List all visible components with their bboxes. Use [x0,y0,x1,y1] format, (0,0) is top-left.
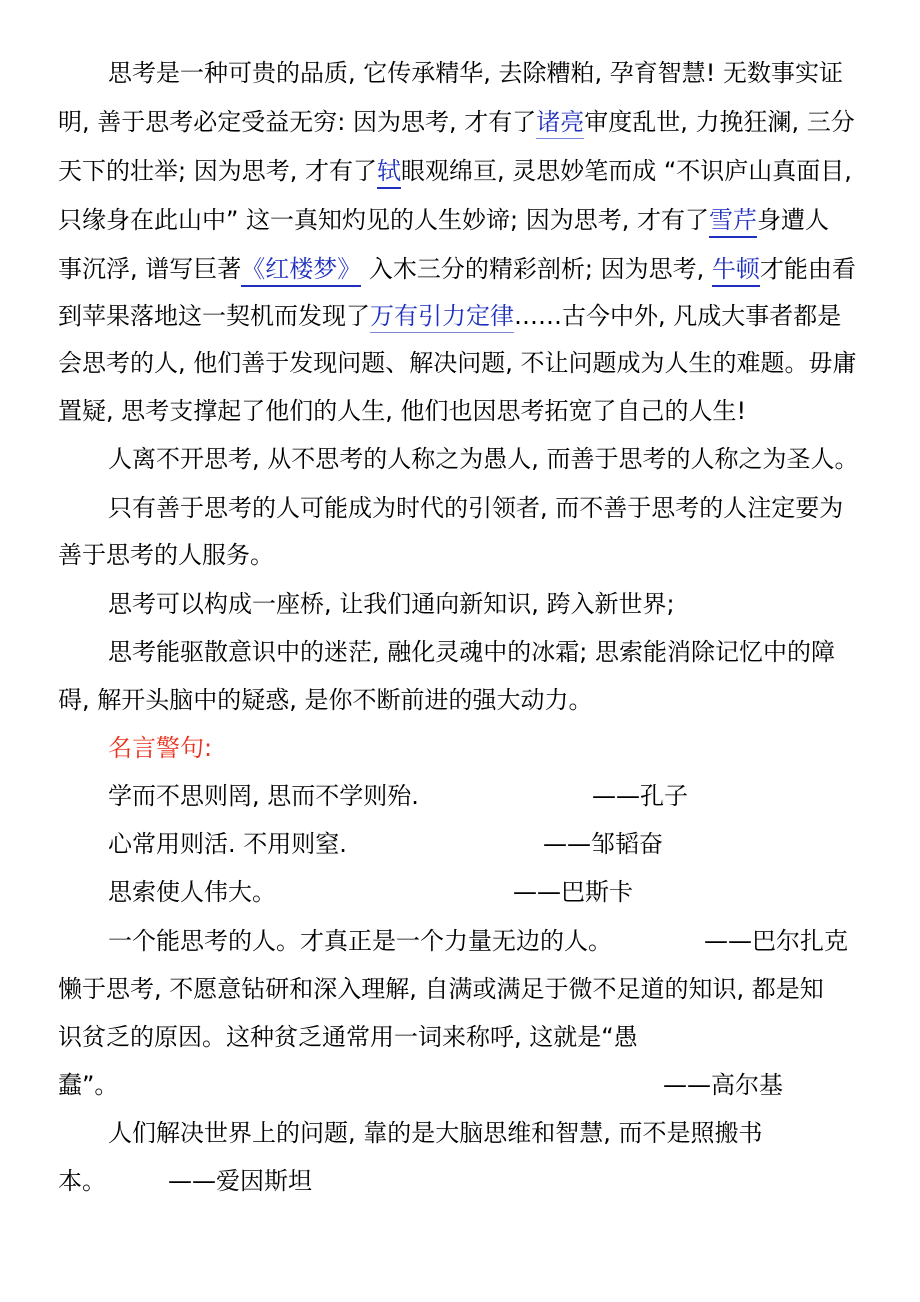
quote-3: 思索使人伟大。 [108,878,276,906]
quote-2-author: ——邹韬奋 [543,830,663,858]
text-span: 眼观绵亘, 灵思妙笔而成 “不识庐山真面目, [400,157,852,185]
quote-6-author: ——爱因斯坦 [168,1167,312,1195]
text-span: 才能由看 [759,255,856,283]
quote-2: 心常用则活. 不用则窒. [108,830,347,858]
para3-line1: 只有善于思考的人可能成为时代的引领者, 而不善于思考的人注定要为 [108,494,844,522]
text-span: 审度乱世, 力挽狂澜, 三分 [584,108,855,136]
link-hongloumeng[interactable]: 《红楼梦》 [241,255,361,287]
para2: 人离不开思考, 从不思考的人称之为愚人, 而善于思考的人称之为圣人。 [108,445,859,473]
quote-5-author: ——高尔基 [663,1071,783,1099]
quote-6-line2: 本。 [58,1167,106,1195]
text-span: ……古今中外, 凡成大事者都是 [514,302,842,330]
quotes-heading: 名言警句: [108,734,213,762]
para1-line2 [58,107,855,137]
para1-line5 [58,254,856,284]
para5-line1: 思考能驱散意识中的迷茫, 融化灵魂中的冰霜; 思索能消除记忆中的障 [108,638,835,666]
text-span: 入木三分的精彩剖析; 因为思考, [361,255,712,283]
link-newton[interactable]: 牛顿 [712,255,760,287]
para4: 思考可以构成一座桥, 让我们通向新知识, 跨入新世界; [108,590,675,618]
text-span: 天下的壮举; 因为思考, 才有了 [58,157,377,185]
para1-line3 [58,156,852,186]
para1-line8: 置疑, 思考支撑起了他们的人生, 他们也因思考拓宽了自己的人生! [58,397,747,425]
para1-line7: 会思考的人, 他们善于发现问题、解决问题, 不让问题成为人生的难题。毋庸 [58,349,857,377]
para5-line2: 碍, 解开头脑中的疑惑, 是你不断前进的强大动力。 [58,686,593,714]
link-su-shi[interactable]: 轼 [377,157,401,189]
quote-3-author: ——巴斯卡 [513,878,633,906]
text-span: 只缘身在此山中” 这一真知灼见的人生妙谛; 因为思考, 才有了 [58,206,710,234]
text-span: 事沉浮, 谱写巨著 [58,255,242,283]
quote-5-line1: 懒于思考, 不愿意钻研和深入理解, 自满或满足于微不足道的知识, 都是知 [58,975,824,1003]
para1-line4 [58,205,829,235]
text-span: 明, 善于思考必定受益无穷: 因为思考, 才有了 [58,108,537,136]
quote-5-line2: 识贫乏的原因。这种贫乏通常用一词来称呼, 这就是“愚 [58,1023,638,1051]
link-gravitation-law[interactable]: 万有引力定律 [370,302,514,333]
quote-6-line1: 人们解决世界上的问题, 靠的是大脑思维和智慧, 而不是照搬书 [108,1119,763,1147]
para1-line1: 思考是一种可贵的品质, 它传承精华, 去除糟粕, 孕育智慧! 无数事实证 [108,59,844,87]
link-cao-xueqin[interactable]: 雪芹 [709,206,757,238]
link-zhuge-liang[interactable]: 诸亮 [536,108,584,139]
para1-line6 [58,301,841,331]
quote-4-author: ——巴尔扎克 [704,927,848,955]
quote-1-author: ——孔子 [592,782,688,810]
text-span: 到苹果落地这一契机而发现了 [58,302,370,330]
quote-1: 学而不思则罔, 思而不学则殆. [108,782,419,810]
text-span: 身遭人 [757,206,830,234]
quote-5-line3: 蠢”。 [58,1071,119,1099]
quote-4: 一个能思考的人。才真正是一个力量无边的人。 [108,927,612,955]
para3-line2: 善于思考的人服务。 [58,541,274,569]
